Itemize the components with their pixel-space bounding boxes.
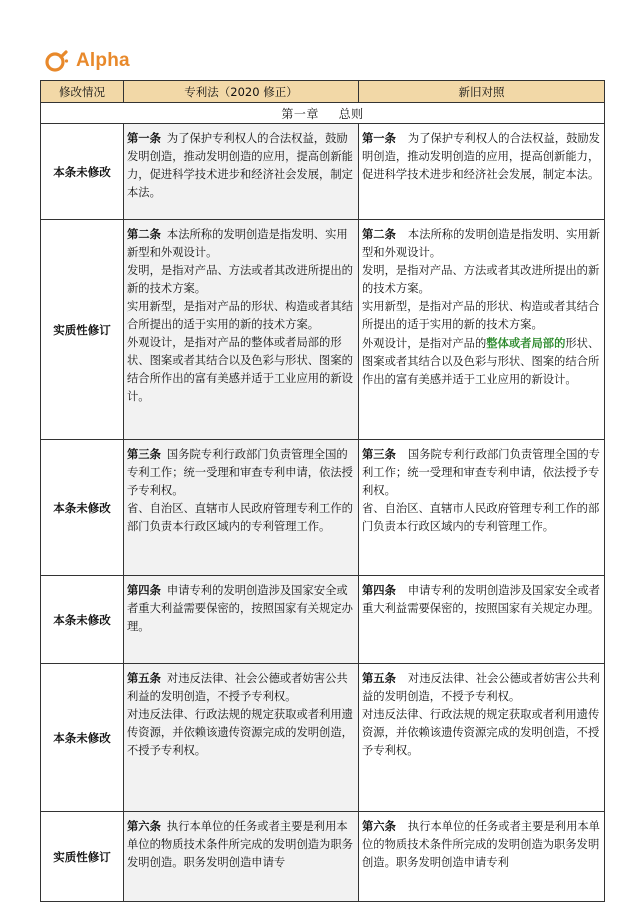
article-number: 第四条 [362,583,396,597]
law-text-cell [124,220,359,440]
article-text: 国务院专利行政部门负责管理全国的专利工作；统一受理和审查专利申请，依法授予专利权。 [362,448,600,497]
article-number: 第六条 [127,819,161,833]
article-text: 外观设计，是指对产品的 [362,337,487,350]
paragraph [362,581,601,618]
paragraph [362,334,601,389]
article-text: 本法所称的发明创造是指发明、实用新型和外观设计。 [127,228,348,259]
article-number: 第一条 [127,131,161,145]
article-text: 外观设计，是指对产品的整体或者局部的形状、图案或者其结合以及色彩与形状、图案的结合所作出的富有美感并适于工业应用的新设计。 [127,336,353,403]
law-text-cell [124,664,359,812]
comparison-text-cell [359,220,605,440]
article-text: 形状、图案或者其结合以及色彩与形状、图案的结合所作出的富有美感并适于工业应用的新设计。 [362,337,600,386]
paragraph [127,334,355,406]
paragraph [362,817,601,872]
paragraph [127,445,355,500]
article-text: 为了保护专利权人的合法权益，鼓励发明创造，推动发明创造的应用，提高创新能力，促进科学技术进步和经济社会发展，制定本法。 [362,132,600,181]
chapter-label: 第一章 [281,106,319,121]
comparison-text-cell [359,440,605,576]
table-row [41,812,605,902]
article-text: 对违反法律、行政法规的规定获取或者利用遗传资源，并依赖该遗传资源完成的发明创造，不授予专利权。 [362,708,600,757]
table-row [41,576,605,664]
change-status: 本条未修改 [41,664,124,812]
article-number: 第三条 [362,447,396,461]
table-header-row [41,81,605,103]
article-text: 执行本单位的任务或者主要是利用本单位的物质技术条件所完成的发明创造为职务发明创造。职务发明创造申请专 [127,820,353,869]
article-text: 发明，是指对产品、方法或者其改进所提出的新的技术方案。 [127,264,353,295]
paragraph [127,298,355,334]
brand-logo [44,44,130,78]
law-text-cell [124,440,359,576]
paragraph [362,669,601,706]
paragraph [362,500,601,536]
paragraph [127,262,355,298]
law-text-cell [124,812,359,902]
change-status: 本条未修改 [41,124,124,220]
article-text: 申请专利的发明创造涉及国家安全或者重大利益需要保密的，按照国家有关规定办理。 [362,584,600,615]
chapter-title [41,103,605,124]
change-status: 实质性修订 [41,220,124,440]
paragraph [362,225,601,262]
alpha-logo-icon [44,48,70,74]
article-text: 为了保护专利权人的合法权益，鼓励发明创造，推动发明创造的应用，提高创新能力，促进科学技术进步和经济社会发展，制定本法。 [127,132,353,199]
comparison-text-cell [359,576,605,664]
article-text: 申请专利的发明创造涉及国家安全或者重大利益需要保密的，按照国家有关规定办理。 [127,584,353,633]
table-row [41,124,605,220]
brand-name: Alpha [76,50,130,71]
change-status: 本条未修改 [41,440,124,576]
article-number: 第五条 [362,671,396,685]
article-text: 省、自治区、直辖市人民政府管理专利工作的部门负责本行政区域内的专利管理工作。 [362,502,600,533]
paragraph [127,581,355,636]
comparison-table [40,80,605,902]
article-text: 发明，是指对产品、方法或者其改进所提出的新的技术方案。 [362,264,600,295]
paragraph [362,706,601,760]
paragraph [127,129,355,202]
paragraph [362,262,601,298]
article-number: 第四条 [127,583,161,597]
paragraph [127,706,355,760]
paragraph [127,817,355,872]
table-row [41,440,605,576]
paragraph [362,298,601,334]
article-text: 实用新型，是指对产品的形状、构造或者其结合所提出的适于实用的新的技术方案。 [127,300,353,331]
article-number: 第三条 [127,447,161,461]
article-number: 第六条 [362,819,396,833]
paragraph [127,500,355,536]
header-comparison: 新旧对照 [359,81,605,103]
chapter-row [41,103,605,124]
article-number: 第五条 [127,671,161,685]
change-status: 实质性修订 [41,812,124,902]
comparison-text-cell [359,812,605,902]
article-number: 第一条 [362,131,396,145]
law-text-cell [124,576,359,664]
paragraph [362,129,601,184]
header-status: 修改情况 [41,81,124,103]
article-text: 执行本单位的任务或者主要是利用本单位的物质技术条件所完成的发明创造为职务发明创造。职务发明创造申请专利 [362,820,600,869]
table-row [41,664,605,812]
comparison-text-cell [359,664,605,812]
article-text: 对违反法律、社会公德或者妨害公共利益的发明创造，不授予专利权。 [127,672,348,703]
paragraph [127,669,355,706]
header-patent-law: 专利法（2020 修正） [124,81,359,103]
changed-text: 整体或者局部的 [486,336,566,350]
paragraph [127,225,355,262]
article-number: 第二条 [127,227,161,241]
article-number: 第二条 [362,227,396,241]
paragraph [362,445,601,500]
article-text: 国务院专利行政部门负责管理全国的专利工作；统一受理和审查专利申请，依法授予专利权。 [127,448,353,497]
article-text: 省、自治区、直辖市人民政府管理专利工作的部门负责本行政区域内的专利管理工作。 [127,502,353,533]
law-text-cell [124,124,359,220]
article-text: 本法所称的发明创造是指发明、实用新型和外观设计。 [362,228,600,259]
chapter-name: 总则 [338,106,364,121]
article-text: 对违反法律、社会公德或者妨害公共利益的发明创造，不授予专利权。 [362,672,600,703]
article-text: 实用新型，是指对产品的形状、构造或者其结合所提出的适于实用的新的技术方案。 [362,300,600,331]
article-text: 对违反法律、行政法规的规定获取或者利用遗传资源，并依赖该遗传资源完成的发明创造，不授予专利权。 [127,708,353,757]
change-status: 本条未修改 [41,576,124,664]
table-row [41,220,605,440]
comparison-text-cell [359,124,605,220]
